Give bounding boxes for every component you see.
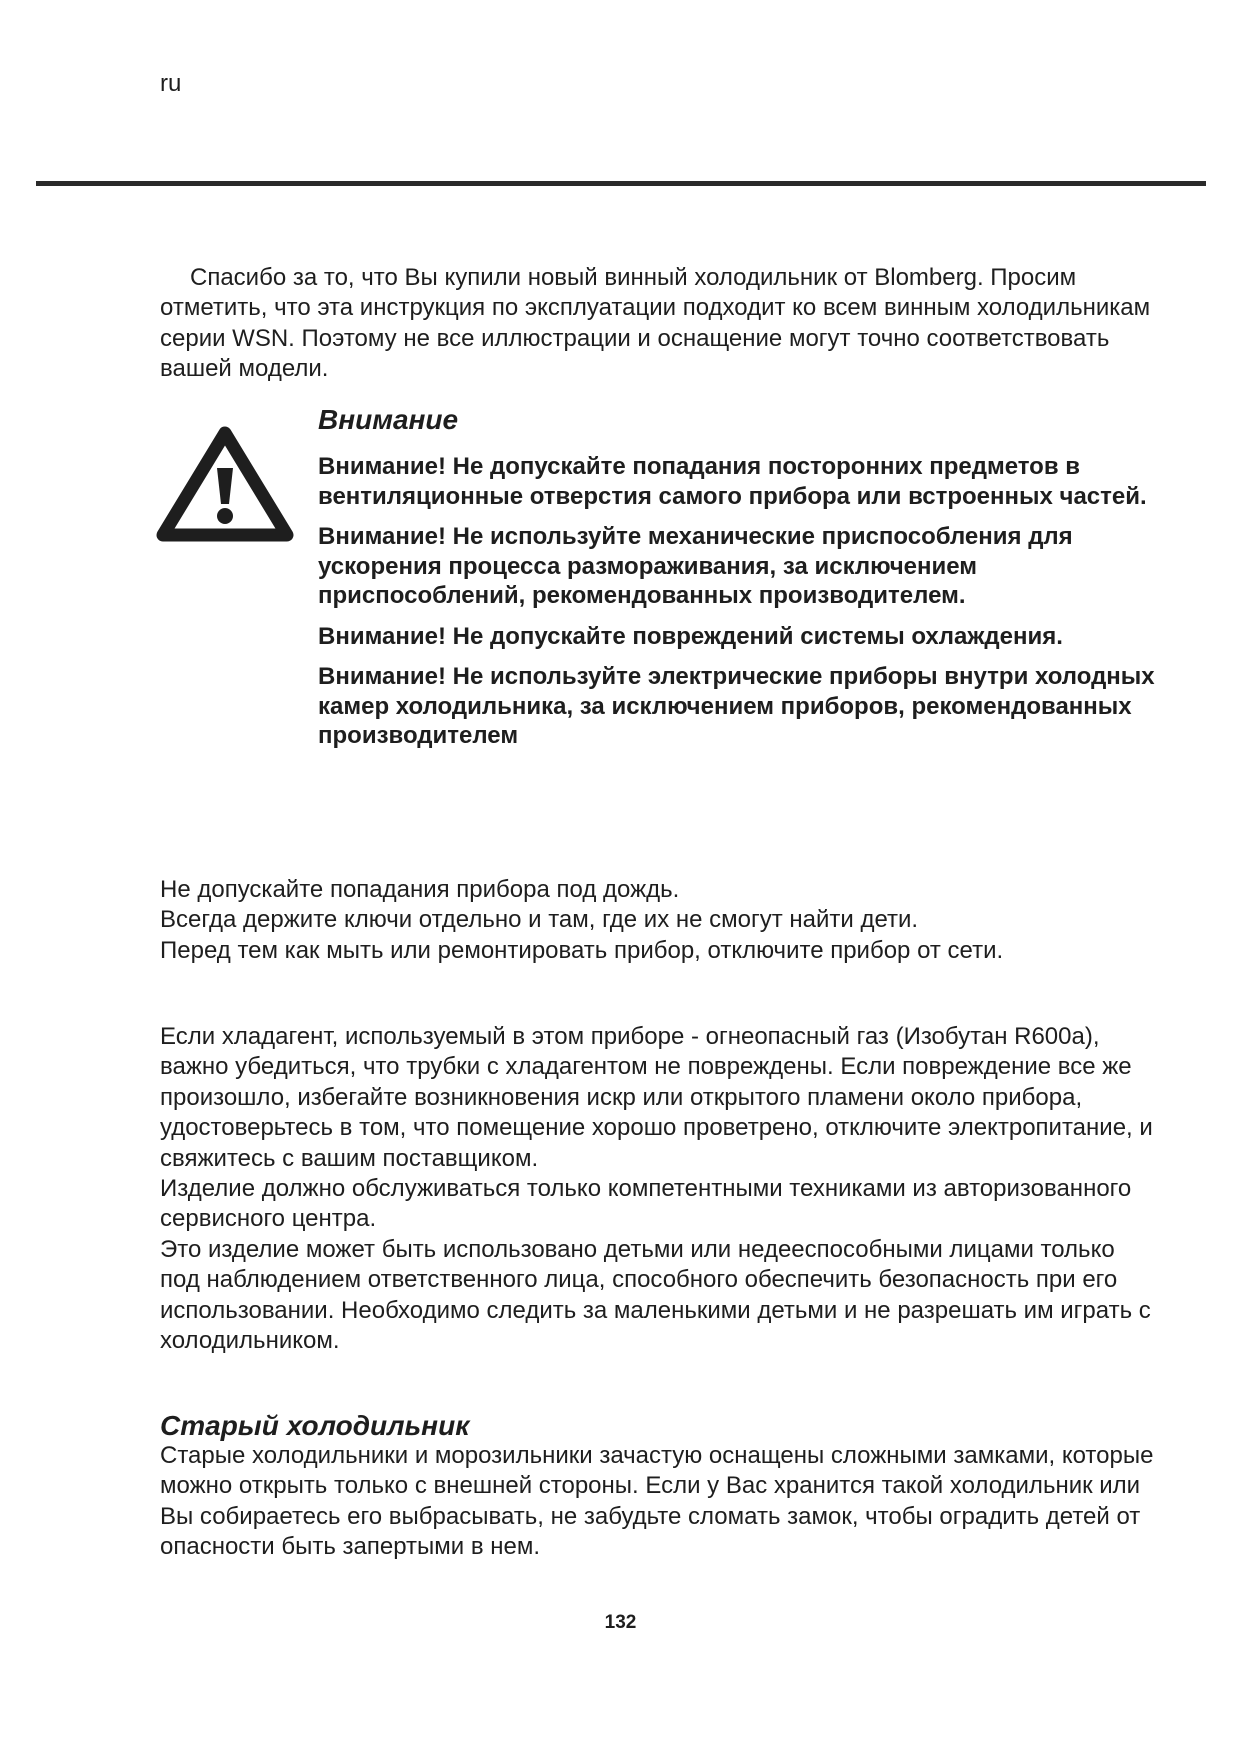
safety-line: Не допускайте попадания прибора под дождь. [160,876,680,903]
header-divider [36,181,1206,186]
warning-item: Внимание! Не используйте электрические приборы внутри холодных камер холодильника, за исключением приборов, рекомендованных производителем [318,663,1155,749]
language-code: ru [160,70,182,97]
warning-triangle-icon [155,424,295,542]
refrigerant-notes [160,1022,1160,1356]
warning-list [318,452,1158,762]
service-paragraph: Изделие должно обслуживаться только компетентными техниками из авторизованного сервисного центра. [160,1175,1132,1233]
warning-title: Внимание [318,404,459,435]
page-number: 132 [604,1612,637,1633]
warning-item: Внимание! Не используйте механические приспособления для ускорения процесса размораживания, за исключением приспособлений, рекомендованных производителем. [318,523,1073,609]
refrigerant-paragraph: Если хладагент, используемый в этом приборе - огнеопасный газ (Изобутан R600a), важно убедиться, что трубки с хладагентом не повреждены. Если повреждение все же произошло, избегайте возникновения искр или открытого пламени около прибора, удостоверьтесь в том, что помещение хорошо проветрено, отключите электропитание, и свяжитесь с вашим поставщиком. [160,1023,1153,1172]
warning-item: Внимание! Не допускайте повреждений системы охлаждения. [318,622,1063,650]
old-fridge-paragraph: Старые холодильники и морозильники зачастую оснащены сложными замками, которые можно открыть только с внешней стороны. Если у Вас хранится такой холодильник или Вы собираетесь его выбрасывать, не забудьте сломать замок, чтобы оградить детей от опасности быть запертыми в нем. [160,1442,1154,1561]
safety-line: Всегда держите ключи отдельно и там, где их не смогут найти дети. [160,906,919,934]
intro-paragraph: Спасибо за то, что Вы купили новый винный холодильник от Blomberg. Просим отметить, что эта инструкция по эксплуатации подходит ко всем винным холодильникам серии WSN. Поэтому не все иллюстрации и оснащение могут точно соответствовать вашей модели. [160,264,1151,383]
safety-line: Перед тем как мыть или ремонтировать прибор, отключите прибор от сети. [160,936,1004,964]
old-fridge-title: Старый холодильник [160,1410,470,1441]
children-paragraph: Это изделие может быть использовано детьми или недееспособными лицами только под наблюдением ответственного лица, способного обеспечить безопасность при его использовании. Необходимо следить за маленькими детьми и не разрешать им играть с холодильником. [160,1235,1151,1355]
warning-item: Внимание! Не допускайте попадания посторонних предметов в вентиляционные отверстия самого прибора или встроенных частей. [318,453,1147,510]
safety-notes [160,875,1160,966]
